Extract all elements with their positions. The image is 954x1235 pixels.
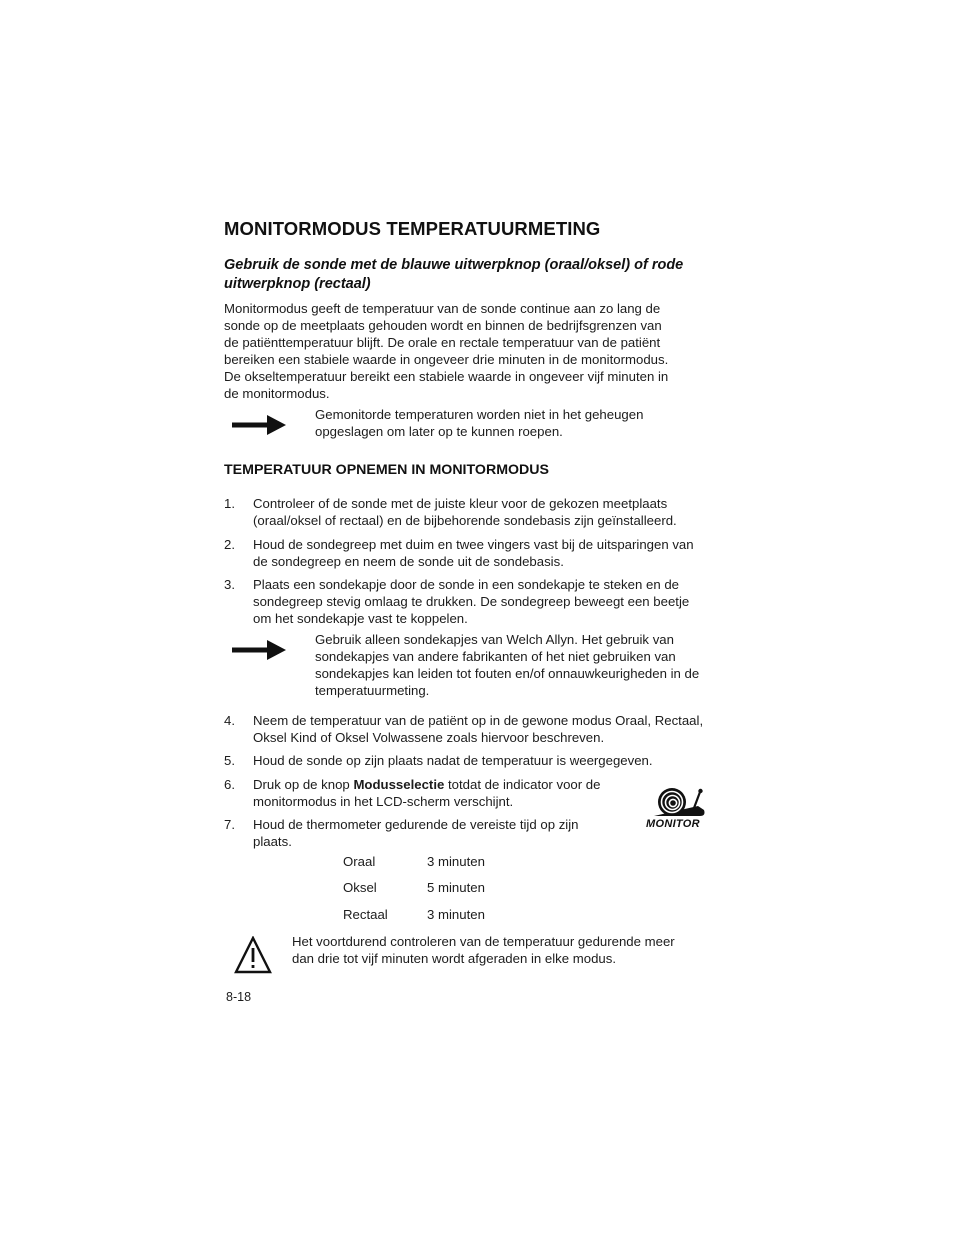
note-line: sondekapjes kan leiden tot fouten en/of onnauwkeurigheden in de xyxy=(315,666,700,681)
step-number: 1. xyxy=(224,496,235,511)
mode-select-key: Modusselectie xyxy=(353,777,445,792)
note-line: temperatuurmeting. xyxy=(315,683,430,698)
snail-icon xyxy=(644,784,710,820)
note-memory xyxy=(315,406,735,440)
right-arrow-icon xyxy=(231,639,287,661)
step-text: totdat de indicator voor de xyxy=(444,777,601,792)
step-line: (oraal/oksel of rectaal) en de bijbehorende sondebasis zijn geïnstalleerd. xyxy=(253,513,677,528)
step-line: Houd de thermometer gedurende de vereiste tijd op zijn xyxy=(253,817,579,832)
site-cell: Oksel xyxy=(343,880,377,895)
step-number: 7. xyxy=(224,817,235,832)
duration-cell: 3 minuten xyxy=(427,854,485,869)
duration-cell: 5 minuten xyxy=(427,880,485,895)
step-number: 4. xyxy=(224,713,235,728)
step-number: 2. xyxy=(224,537,235,552)
page-title: MONITORMODUS TEMPERATUURMETING xyxy=(224,218,601,239)
intro-line: de monitormodus. xyxy=(224,386,330,401)
monitor-mode-indicator xyxy=(644,784,710,834)
step-line: Controleer of de sonde met de juiste kleur voor de gekozen meetplaats xyxy=(253,496,668,511)
note-probe-covers xyxy=(315,631,735,699)
page-number: 8-18 xyxy=(226,990,252,1004)
step-line: Houd de sonde op zijn plaats nadat de temperatuur is weergegeven. xyxy=(253,753,653,768)
site-cell: Rectaal xyxy=(343,907,388,922)
duration-cell: 3 minuten xyxy=(427,907,485,922)
warning-text xyxy=(292,933,732,967)
step-line: sondegreep stevig omlaag te drukken. De sondegreep beweegt een beetje xyxy=(253,594,690,609)
site-cell: Oraal xyxy=(343,854,376,869)
step-line: om het sondekapje vast te koppelen. xyxy=(253,611,468,626)
note-line: sondekapjes van andere fabrikanten of het niet gebruiken van xyxy=(315,649,676,664)
step-number: 5. xyxy=(224,753,235,768)
step-number: 3. xyxy=(224,577,235,592)
step-text: Druk op de knop xyxy=(253,777,354,792)
right-arrow-icon xyxy=(231,414,287,436)
intro-line: sonde op de meetplaats gehouden wordt en binnen de bedrijfsgrenzen van xyxy=(224,318,662,333)
warning-line: dan drie tot vijf minuten wordt afgeraden in elke modus. xyxy=(292,951,617,966)
step-line: monitormodus in het LCD-scherm verschijnt. xyxy=(253,794,514,809)
intro-line: De okseltemperatuur bereikt een stabiele waarde in ongeveer vijf minuten in xyxy=(224,369,669,384)
step-line: plaats. xyxy=(253,834,292,849)
step-line: Neem de temperatuur van de patiënt op in de gewone modus Oraal, Rectaal, xyxy=(253,713,704,728)
warning-line: Het voortdurend controleren van de temperatuur gedurende meer xyxy=(292,934,675,949)
intro-line: Monitormodus geeft de temperatuur van de sonde continue aan zo lang de xyxy=(224,301,661,316)
step-line: Oksel Kind of Oksel Volwassene zoals hiervoor beschreven. xyxy=(253,730,605,745)
note-line: Gemonitorde temperaturen worden niet in het geheugen xyxy=(315,407,644,422)
warning-triangle-icon xyxy=(234,936,272,974)
note-line: Gebruik alleen sondekapjes van Welch Allyn. Het gebruik van xyxy=(315,632,674,647)
step-line: de sondegreep en neem de sonde uit de sondebasis. xyxy=(253,554,564,569)
intro-line: de patiënttemperatuur blijft. De orale en rectale temperatuur van de patiënt xyxy=(224,335,661,350)
intro-line: bereiken een stabiele waarde in ongeveer drie minuten in de monitormodus. xyxy=(224,352,669,367)
intro-paragraph xyxy=(224,300,724,402)
step-number: 6. xyxy=(224,777,235,792)
section-heading: TEMPERATUUR OPNEMEN IN MONITORMODUS xyxy=(224,462,550,478)
step-line: Houd de sondegreep met duim en twee vingers vast bij de uitsparingen van xyxy=(253,537,694,552)
section-subtitle: Gebruik de sonde met de blauwe uitwerpknop (oraal/oksel) of rode uitwerpknop (rectaal) xyxy=(224,257,684,292)
monitor-label: MONITOR xyxy=(646,818,700,830)
note-line: opgeslagen om later op te kunnen roepen. xyxy=(315,424,563,439)
step-line: Plaats een sondekapje door de sonde in een sondekapje te steken en de xyxy=(253,577,679,592)
